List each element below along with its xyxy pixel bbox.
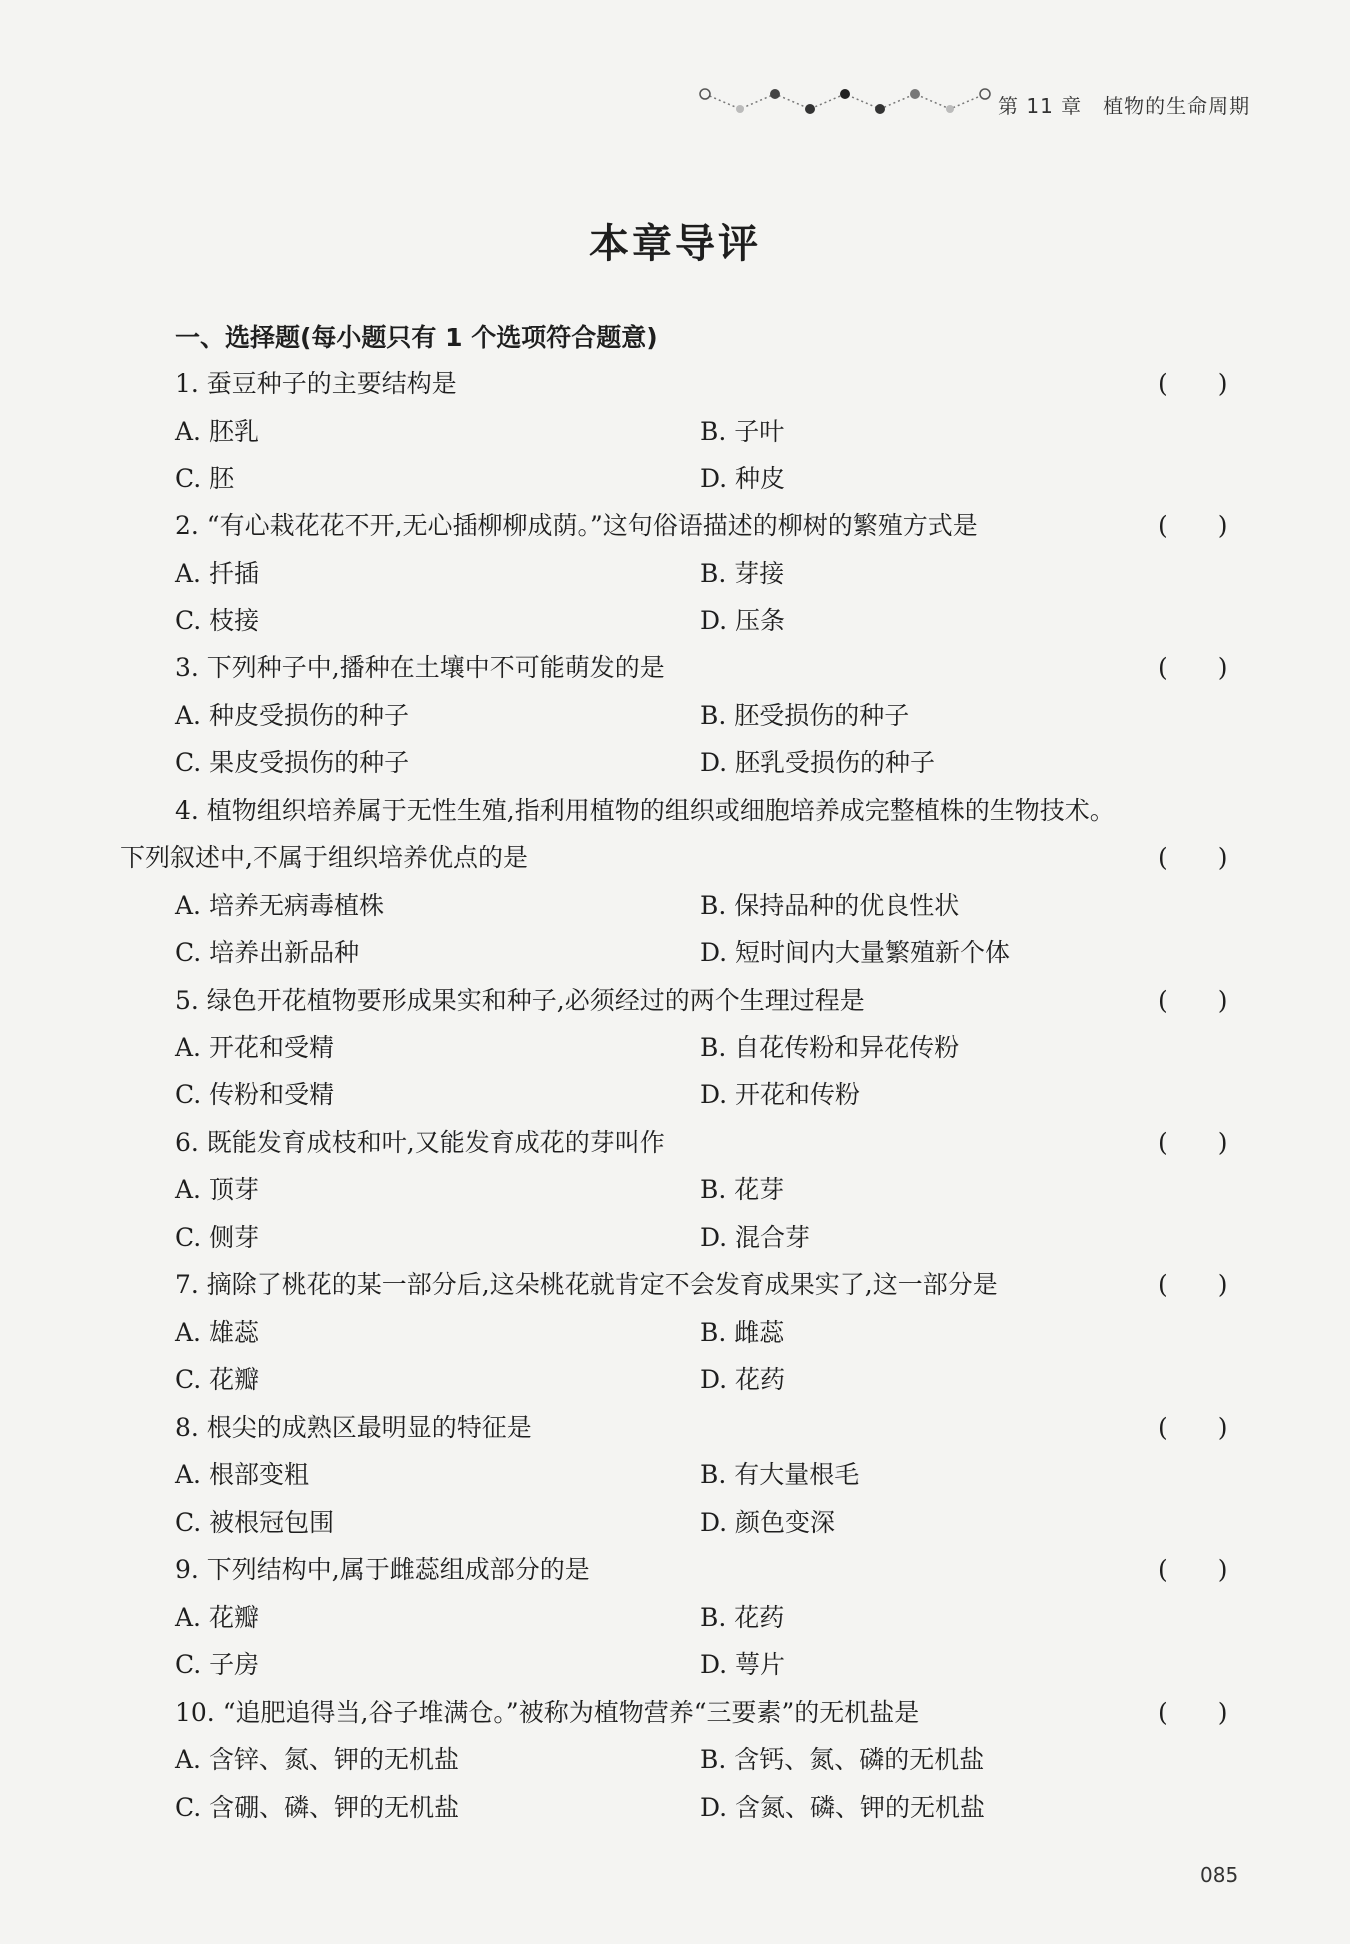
option-a: A. 根部变粗 (175, 1460, 309, 1489)
option-d: D. 花药 (700, 1365, 786, 1394)
option-a: A. 胚乳 (175, 417, 259, 446)
option-a: A. 开花和受精 (175, 1033, 334, 1062)
running-header (695, 80, 1255, 130)
question-10: 10. “追肥追得当,谷子堆满仓。”被称为植物营养“三要素”的无机盐是 (175, 1698, 920, 1727)
option-d: D. 开花和传粉 (700, 1080, 861, 1109)
option-d: D. 颜色变深 (700, 1508, 836, 1537)
option-d: D. 种皮 (700, 464, 786, 493)
option-b: B. 芽接 (700, 559, 785, 588)
option-b: B. 花芽 (700, 1175, 785, 1204)
option-c: C. 被根冠包围 (175, 1508, 335, 1537)
answer-blank: ( ) (1158, 1413, 1228, 1442)
section-heading: 一、选择题(每小题只有 1 个选项符合题意) (175, 323, 658, 352)
option-c: C. 花瓣 (175, 1365, 260, 1394)
answer-blank: ( ) (1158, 1555, 1228, 1584)
option-c: C. 含硼、磷、钾的无机盐 (175, 1793, 460, 1822)
question-4: 4. 植物组织培养属于无性生殖,指利用植物的组织或细胞培养成完整植株的生物技术。 (175, 796, 1115, 825)
option-a: A. 种皮受损伤的种子 (175, 701, 409, 730)
option-a: A. 扦插 (175, 559, 259, 588)
answer-blank: ( ) (1158, 511, 1228, 540)
option-c: C. 胚 (175, 464, 235, 493)
answer-blank: ( ) (1158, 369, 1228, 398)
option-a: A. 花瓣 (175, 1603, 259, 1632)
option-b: B. 花药 (700, 1603, 785, 1632)
answer-blank: ( ) (1158, 843, 1228, 872)
chapter-title: 第 11 章 植物的生命周期 (998, 94, 1251, 118)
question-7: 7. 摘除了桃花的某一部分后,这朵桃花就肯定不会发育成果实了,这一部分是 (175, 1270, 998, 1299)
decorative-dots-icon (695, 80, 995, 120)
option-b: B. 含钙、氮、磷的无机盐 (700, 1745, 985, 1774)
option-c: C. 枝接 (175, 606, 260, 635)
option-b: B. 雌蕊 (700, 1318, 785, 1347)
option-d: D. 含氮、磷、钾的无机盐 (700, 1793, 986, 1822)
option-d: D. 萼片 (700, 1650, 786, 1679)
option-a: A. 培养无病毒植株 (175, 891, 384, 920)
question-1: 1. 蚕豆种子的主要结构是 (175, 369, 457, 398)
option-d: D. 短时间内大量繁殖新个体 (700, 938, 1011, 967)
question-9: 9. 下列结构中,属于雌蕊组成部分的是 (175, 1555, 590, 1584)
option-b: B. 胚受损伤的种子 (700, 701, 910, 730)
question-2: 2. “有心栽花花不开,无心插柳柳成荫。”这句俗语描述的柳树的繁殖方式是 (175, 511, 978, 540)
answer-blank: ( ) (1158, 1698, 1228, 1727)
option-b: B. 子叶 (700, 417, 785, 446)
option-c: C. 培养出新品种 (175, 938, 360, 967)
question-8: 8. 根尖的成熟区最明显的特征是 (175, 1413, 532, 1442)
option-d: D. 压条 (700, 606, 786, 635)
option-d: D. 混合芽 (700, 1223, 811, 1252)
answer-blank: ( ) (1158, 1270, 1228, 1299)
answer-blank: ( ) (1158, 1128, 1228, 1157)
option-c: C. 侧芽 (175, 1223, 260, 1252)
page-number: 085 (1200, 1863, 1239, 1887)
option-a: A. 雄蕊 (175, 1318, 259, 1347)
answer-blank: ( ) (1158, 653, 1228, 682)
page-title: 本章导评 (589, 221, 761, 267)
option-b: B. 有大量根毛 (700, 1460, 860, 1489)
answer-blank: ( ) (1158, 986, 1228, 1015)
option-d: D. 胚乳受损伤的种子 (700, 748, 936, 777)
question-3: 3. 下列种子中,播种在土壤中不可能萌发的是 (175, 653, 665, 682)
question-4-continued: 下列叙述中,不属于组织培养优点的是 (120, 843, 528, 872)
option-c: C. 果皮受损伤的种子 (175, 748, 410, 777)
option-b: B. 自花传粉和异花传粉 (700, 1033, 960, 1062)
option-a: A. 含锌、氮、钾的无机盐 (175, 1745, 459, 1774)
option-a: A. 顶芽 (175, 1175, 259, 1204)
option-c: C. 子房 (175, 1650, 260, 1679)
option-b: B. 保持品种的优良性状 (700, 891, 960, 920)
option-c: C. 传粉和受精 (175, 1080, 335, 1109)
question-6: 6. 既能发育成枝和叶,又能发育成花的芽叫作 (175, 1128, 665, 1157)
question-5: 5. 绿色开花植物要形成果实和种子,必须经过的两个生理过程是 (175, 986, 865, 1015)
